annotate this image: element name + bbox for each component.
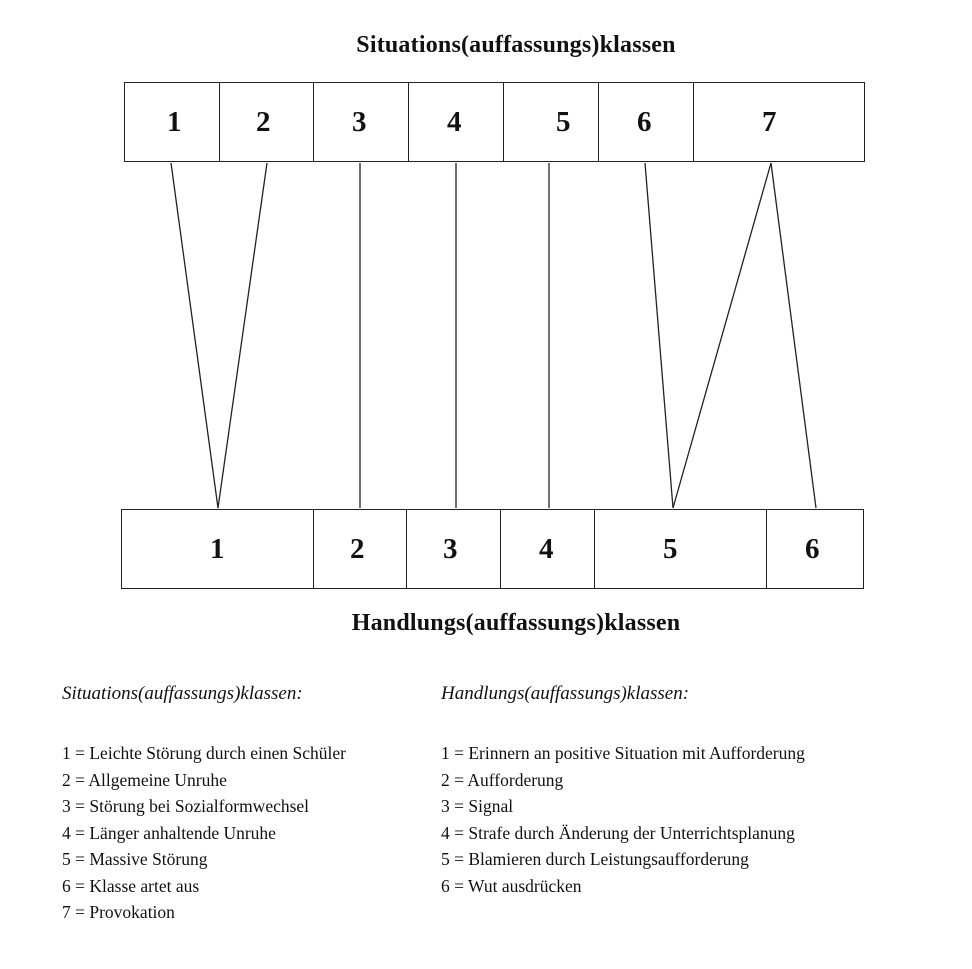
legend-item: 1 = Leichte Störung durch einen Schüler [62,743,346,763]
situation-class-cell: 4 [409,83,504,161]
legend-item: 2 = Allgemeine Unruhe [62,769,227,790]
situation-class-cell: 1 [125,83,220,161]
handlung-class-cell: 3 [407,510,501,588]
legend-item: 3 = Signal [441,796,514,816]
mapping-line-s7-h6 [771,163,816,508]
legend-item: 6 = Klasse artet aus [62,875,200,896]
handlung-class-cell: 5 [595,510,767,588]
legend-item: 4 = Länger anhaltende Unruhe [62,822,276,843]
legend-item: 2 = Aufforderung [441,769,564,790]
top-title: Situations(auffassungs)klassen [356,32,676,58]
handlung-class-cell: 4 [501,510,595,588]
legend-item: 7 = Provokation [62,902,175,922]
legend-item: 3 = Störung bei Sozialformwechsel [62,796,310,816]
mapping-line-s6-h5 [645,163,673,508]
mapping-line-s2-h1 [218,163,267,508]
mapping-line-s1-h1 [171,163,218,508]
handlungen-legend-list [441,740,805,899]
situation-class-cell: 3 [314,83,409,161]
handlung-class-cell: 2 [314,510,407,588]
situations-legend-heading: Situations(auffassungs)klassen: [62,683,303,704]
legend-item: 4 = Strafe durch Änderung der Unterrichtsplanung [441,822,795,843]
handlung-classes-row [121,509,864,589]
legend-item: 5 = Blamieren durch Leistungsaufforderung [441,849,749,869]
legend-item: 1 = Erinnern an positive Situation mit Aufforderung [441,743,805,763]
handlung-class-cell: 1 [122,510,314,588]
situation-class-cell: 2 [220,83,314,161]
mapping-line-s7-h5 [673,163,771,508]
handlung-class-cell: 6 [805,532,820,565]
handlungen-legend-heading: Handlungs(auffassungs)klassen: [441,683,690,704]
situation-classes-row [124,82,865,162]
situations-legend-list [62,740,346,926]
situation-class-cell: 6 [599,83,694,161]
legend-item: 5 = Massive Störung [62,849,208,869]
bottom-title: Handlungs(auffassungs)klassen [351,610,681,636]
legend-item: 6 = Wut ausdrücken [441,875,582,896]
situation-class-cell: 7 [762,105,777,138]
situation-class-cell: 5 [504,83,599,161]
